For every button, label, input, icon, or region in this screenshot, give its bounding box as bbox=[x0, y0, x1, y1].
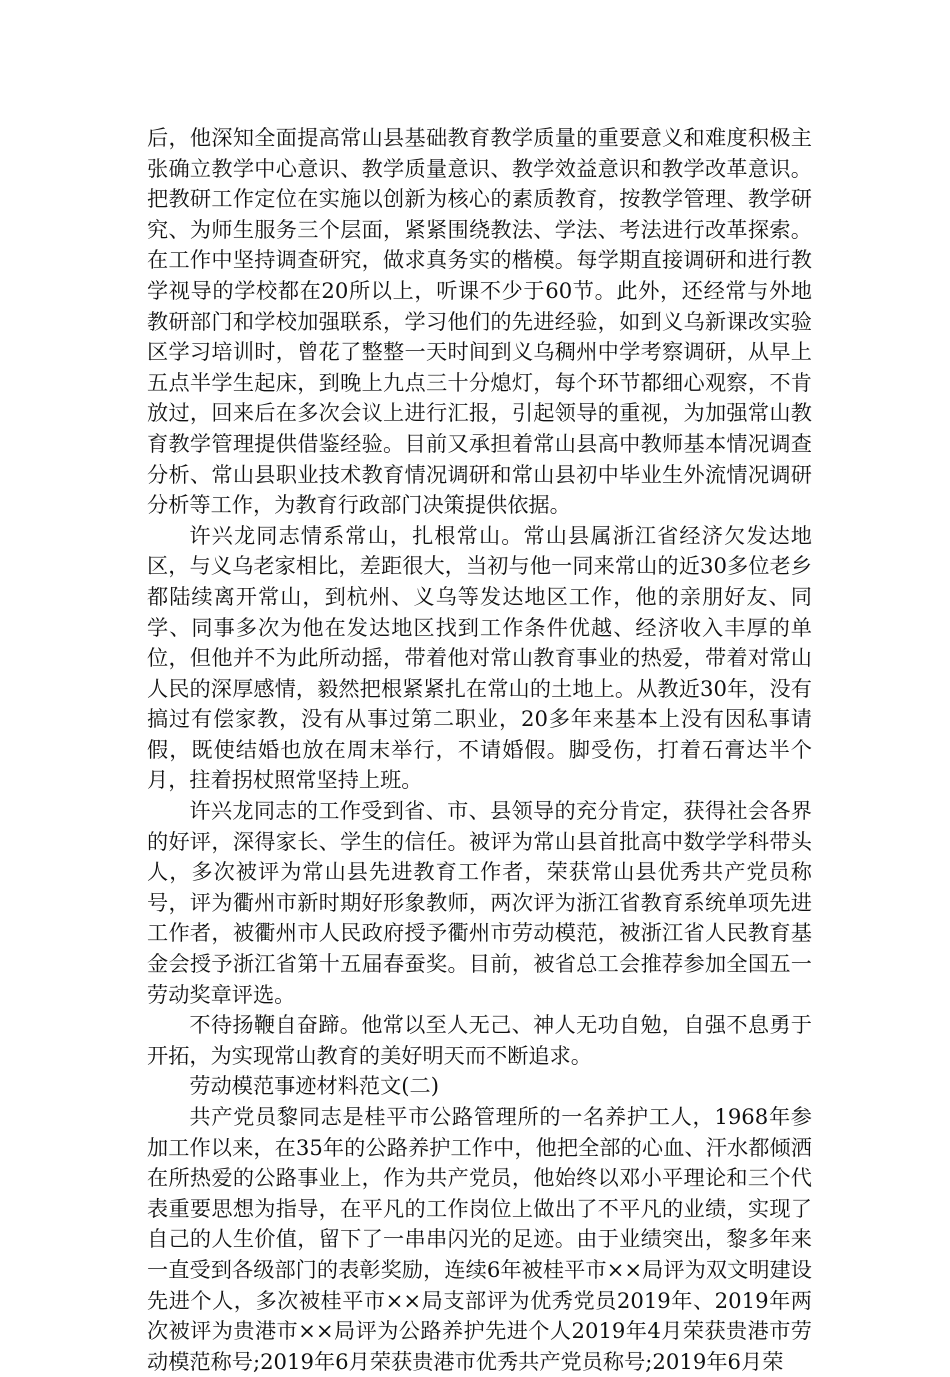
paragraph-honors: 许兴龙同志的工作受到省、市、县领导的充分肯定，获得社会各界的好评，深得家长、学生的信任。被评为常山县首批高中数学学科带头人，多次被评为常山县先进教育工作者，荣获常山县优秀共产党员称号，评为衢州市新时期好形象教师，两次评为浙江省教育系统单项先进工作者，被衢州市人民政府授予衢州市劳动模范，被浙江省人民教育基金会授予浙江省第十五届春蚕奖。目前，被省总工会推荐参加全国五一劳动奖章评选。 bbox=[147, 798, 812, 1007]
document-body bbox=[147, 123, 812, 1377]
paragraph-self-motivation: 不待扬鞭自奋蹄。他常以至人无己、神人无功自勉，自强不息勇于开拓，为实现常山教育的美好明天而不断追求。 bbox=[147, 1012, 812, 1068]
section-heading: 劳动模范事迹材料范文(二) bbox=[189, 1073, 439, 1099]
paragraph-road-maintenance: 共产党员黎同志是桂平市公路管理所的一名养护工人，1968年参加工作以来，在35年的公路养护工作中，他把全部的心血、汗水都倾洒在所热爱的公路事业上，作为共产党员，他始终以邓小平理论和三个代表重要思想为指导，在平凡的工作岗位上做出了不平凡的业绩，实现了自己的人生价值，留下了一串串闪光的足迹。由于业绩突出，黎多年来一直受到各级部门的表彰奖励，连续6年被桂平市××局评为双文明建设先进个人，多次被桂平市××局支部评为优秀党员2019年、2019年两次被评为贵港市××局评为公路养护先进个人2019年4月荣获贵港市劳动模范称号;2019年6月荣获贵港市优秀共产党员称号;2019年6月荣 bbox=[147, 1104, 812, 1374]
paragraph-rooted-in-changshan: 许兴龙同志情系常山，扎根常山。常山县属浙江省经济欠发达地区，与义乌老家相比，差距很大，当初与他一同来常山的近30多位老乡都陆续离开常山，到杭州、义乌等发达地区工作，他的亲朋好友、同学、同事多次为他在发达地区找到工作条件优越、经济收入丰厚的单位，但他并不为此所动摇，带着他对常山教育事业的热爱，带着对常山人民的深厚感情，毅然把根紧紧扎在常山的土地上。从教近30年，没有搞过有偿家教，没有从事过第二职业，20多年来基本上没有因私事请假，既使结婚也放在周末举行，不请婚假。脚受伤，打着石膏达半个月，拄着拐杖照常坚持上班。 bbox=[147, 522, 812, 793]
paragraph-continuation: 后，他深知全面提高常山县基础教育教学质量的重要意义和难度积极主张确立教学中心意识、教学质量意识、教学效益意识和教学改革意识。把教研工作定位在实施以创新为核心的素质教育，按教学管理、教学研究、为师生服务三个层面，紧紧围绕教法、学法、考法进行改革探索。在工作中坚持调查研究，做求真务实的楷模。每学期直接调研和进行教学视导的学校都在20所以上，听课不少于60节。此外，还经常与外地教研部门和学校加强联系，学习他们的先进经验，如到义乌新课改实验区学习培训时，曾花了整整一天时间到义乌稠州中学考察调研，从早上五点半学生起床，到晚上九点三十分熄灯，每个环节都细心观察，不肯放过，回来后在多次会议上进行汇报，引起领导的重视，为加强常山教育教学管理提供借鉴经验。目前又承担着常山县高中教师基本情况调查分析、常山县职业技术教育情况调研和常山县初中毕业生外流情况调研分析等工作，为教育行政部门决策提供依据。 bbox=[147, 125, 812, 518]
